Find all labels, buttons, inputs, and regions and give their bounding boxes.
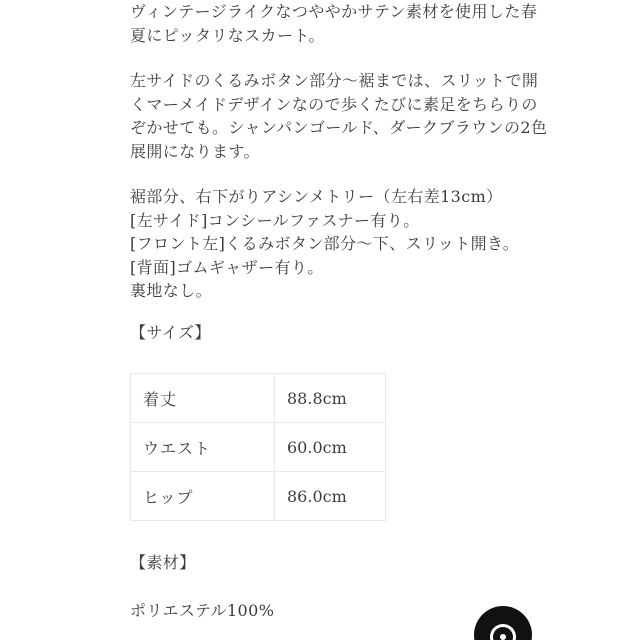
size-value: 60.0cm — [275, 423, 386, 472]
description-line: 裾部分、右下がりアシンメトリー（左右差13cm） — [130, 187, 503, 206]
description-line: [フロント左]くるみボタン部分〜下、スリット開き。 — [130, 234, 520, 253]
description-line: [背面]ゴムギャザー有り。 — [130, 257, 324, 277]
description-line: 裏地なし。 — [130, 281, 213, 300]
description-line: [左サイド]コンシールファスナー有り。 — [130, 210, 420, 230]
floating-camera-button[interactable] — [474, 606, 532, 640]
description-line: 左サイドのくるみボタン部分〜裾までは、スリットで開 — [130, 71, 539, 90]
description-line: ぞかせても。シャンパンゴールド、ダークブラウンの2色 — [130, 118, 548, 137]
description-line: くマーメイドデザインなので歩くたびに素足をちらりの — [130, 94, 538, 114]
description-line: 展開になります。 — [130, 141, 260, 161]
material-value: ポリエステル100% — [130, 601, 275, 620]
size-key: 着丈 — [131, 374, 275, 423]
product-description — [130, 0, 610, 303]
table-row — [131, 374, 386, 423]
size-value: 88.8cm — [275, 374, 386, 423]
paragraph-gap — [130, 47, 610, 69]
size-key: ヒップ — [131, 472, 275, 521]
size-value: 86.0cm — [275, 472, 386, 521]
lens-dot — [500, 634, 506, 640]
table-row — [131, 472, 386, 521]
size-section-heading: 【サイズ】 — [130, 323, 211, 342]
paragraph-gap — [130, 163, 610, 185]
description-line: 夏にピッタリなスカート。 — [130, 25, 325, 45]
size-key: ウエスト — [131, 423, 275, 472]
description-line: ヴィンテージライクなつややかサテン素材を使用した春 — [130, 2, 538, 21]
size-table — [130, 373, 386, 521]
material-section-heading: 【素材】 — [130, 553, 196, 572]
table-row — [131, 423, 386, 472]
